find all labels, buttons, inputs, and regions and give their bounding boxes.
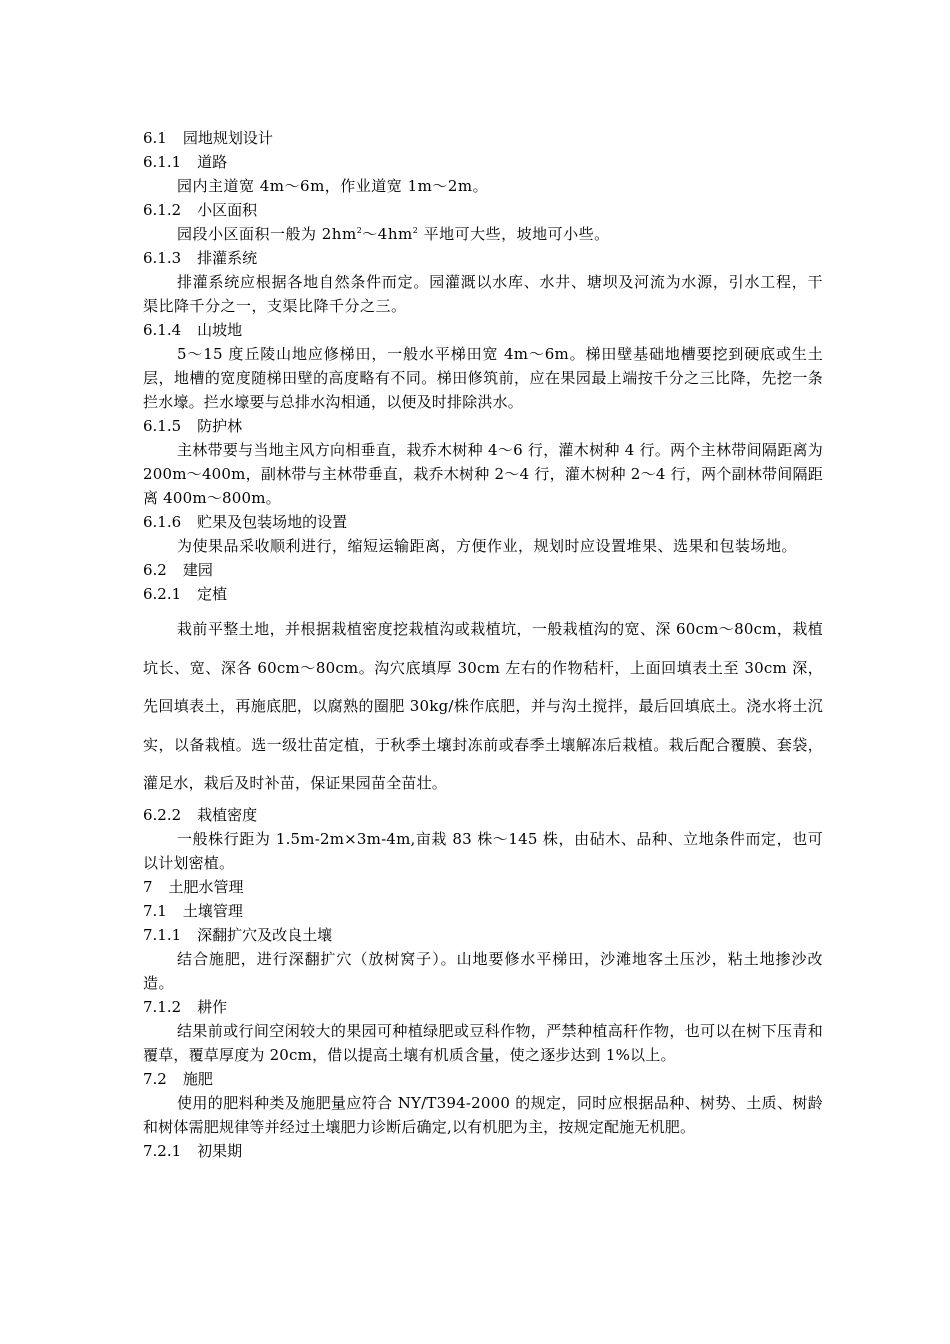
heading-title: 土壤管理 <box>182 901 243 920</box>
paragraph-planting: 栽前平整土地，并根据栽植密度挖栽植沟或栽植坑，一般栽植沟的宽、深 60cm～80cm，栽植坑长、宽、深各 60cm～80cm。沟穴底填厚 30cm 左右的作物秸杆，上面回填表土至 30cm 深，先回填表土，再施底肥，以腐熟的圈肥 30kg/株作底肥，并与沟土搅拌，最后回填底土。浇水将土沉实，以备栽植。选一级壮苗定植，于秋季土壤封冻前或春季土壤解冻后栽植。栽后配合覆膜、套袋，灌足水，栽后及时补苗，保证果园苗全苗壮。 <box>143 620 823 792</box>
plot-area-text-a: 园段小区面积一般为 2hm <box>177 225 357 243</box>
heading-title: 山坡地 <box>197 321 243 339</box>
heading-number: 6.1.4 <box>143 321 182 339</box>
heading-6-1-1 <box>143 150 823 174</box>
heading-number: 6.2.1 <box>143 585 182 603</box>
heading-title: 土肥水管理 <box>168 877 244 896</box>
heading-title: 初果期 <box>197 1141 243 1160</box>
heading-title: 建园 <box>182 561 213 579</box>
heading-6-2-1 <box>143 582 823 606</box>
heading-7-2 <box>143 1067 823 1091</box>
heading-7-1-1 <box>143 923 823 947</box>
heading-number: 6.2.2 <box>143 805 182 824</box>
paragraph-tillage: 结果前或行间空闲较大的果园可种植绿肥或豆科作物，严禁种植高秆作物，也可以在树下压青和覆草，覆草厚度为 20cm，借以提高土壤有机质含量，使之逐步达到 1%以上。 <box>143 1021 823 1064</box>
plot-area-text-b: ～4hm <box>362 225 413 243</box>
heading-number: 6.1.3 <box>143 249 182 267</box>
paragraph-deep-plough: 结合施肥，进行深翻扩穴（放树窝子）。山地要修水平梯田，沙滩地客土压沙，粘土地掺沙改造。 <box>143 949 823 992</box>
heading-7-1 <box>143 899 823 923</box>
heading-title: 深翻扩穴及改良土壤 <box>197 925 333 944</box>
heading-6-1-5 <box>143 414 823 438</box>
heading-number: 6.2 <box>143 561 167 579</box>
heading-number: 6.1.1 <box>143 153 182 171</box>
heading-number: 7.1.1 <box>143 925 182 944</box>
heading-6-1-4 <box>143 318 823 342</box>
heading-7-1-2 <box>143 995 823 1019</box>
heading-7 <box>143 875 823 899</box>
paragraph-roads: 园内主道宽 4m～6m，作业道宽 1m～2m。 <box>177 177 489 195</box>
heading-6-1-2 <box>143 198 823 222</box>
paragraph-fertilization: 使用的肥料种类及施肥量应符合 NY/T394-2000 的规定，同时应根据品种、树势、土质、树龄和树体需肥规律等并经过土壤肥力诊断后确定,以有机肥为主，按规定配施无机肥。 <box>143 1093 823 1136</box>
heading-number: 6.1.6 <box>143 513 182 531</box>
heading-number: 6.1.2 <box>143 201 182 219</box>
heading-title: 道路 <box>197 153 228 171</box>
heading-6-2-2 <box>143 803 823 827</box>
heading-title: 防护林 <box>197 417 243 435</box>
heading-title: 小区面积 <box>197 201 258 219</box>
heading-6-1-3 <box>143 246 823 270</box>
heading-title: 栽植密度 <box>197 805 258 824</box>
plot-area-text-c: 平地可大些，坡地可小些。 <box>418 225 610 243</box>
heading-6-2 <box>143 558 823 582</box>
heading-number: 7.2 <box>143 1069 167 1088</box>
heading-number: 7.2.1 <box>143 1141 182 1160</box>
document-body <box>143 126 823 1163</box>
heading-6-1-6 <box>143 510 823 534</box>
heading-6-1 <box>143 126 823 150</box>
paragraph-slope-land: 5～15 度丘陵山地应修梯田，一般水平梯田宽 4m～6m。梯田壁基础地槽要挖到硬底或生土层，地槽的宽度随梯田壁的高度略有不同。梯田修筑前，应在果园最上端按千分之三比降，先挖一条拦水壕。拦水壕要与总排水沟相通，以便及时排除洪水。 <box>143 345 823 411</box>
heading-number: 7.1 <box>143 901 167 920</box>
heading-title: 贮果及包装场地的设置 <box>197 513 348 531</box>
heading-title: 排灌系统 <box>197 249 258 267</box>
superscript-a: 2 <box>356 226 363 235</box>
paragraph-shelterbelt: 主林带要与当地主风方向相垂直，栽乔木树种 4～6 行，灌木树种 4 行。两个主林带间隔距离为 200m～400m，副林带与主林带垂直，栽乔木树种 2～4 行，灌木树种 2～4 行，两个副林带间隔距离 400m～800m。 <box>143 441 823 507</box>
heading-title: 园地规划设计 <box>182 129 273 147</box>
paragraph-plot-area <box>143 222 823 246</box>
paragraph-irrigation: 排灌系统应根据各地自然条件而定。园灌溉以水库、水井、塘坝及河流为水源，引水工程，干渠比降千分之一，支渠比降千分之三。 <box>143 273 823 315</box>
heading-number: 7 <box>143 877 153 896</box>
heading-number: 6.1 <box>143 129 167 147</box>
heading-number: 7.1.2 <box>143 997 182 1016</box>
heading-7-2-1 <box>143 1139 823 1163</box>
heading-title: 施肥 <box>182 1069 213 1088</box>
paragraph-storage: 为使果品采收顺利进行，缩短运输距离，方便作业，规划时应设置堆果、选果和包装场地。 <box>177 537 798 555</box>
superscript-b: 2 <box>412 226 419 235</box>
heading-title: 定植 <box>197 585 228 603</box>
heading-number: 6.1.5 <box>143 417 182 435</box>
paragraph-density: 一般株行距为 1.5m-2m×3m-4m,亩栽 83 株～145 株，由砧木、品种、立地条件而定，也可以计划密植。 <box>143 829 823 872</box>
heading-title: 耕作 <box>197 997 228 1016</box>
